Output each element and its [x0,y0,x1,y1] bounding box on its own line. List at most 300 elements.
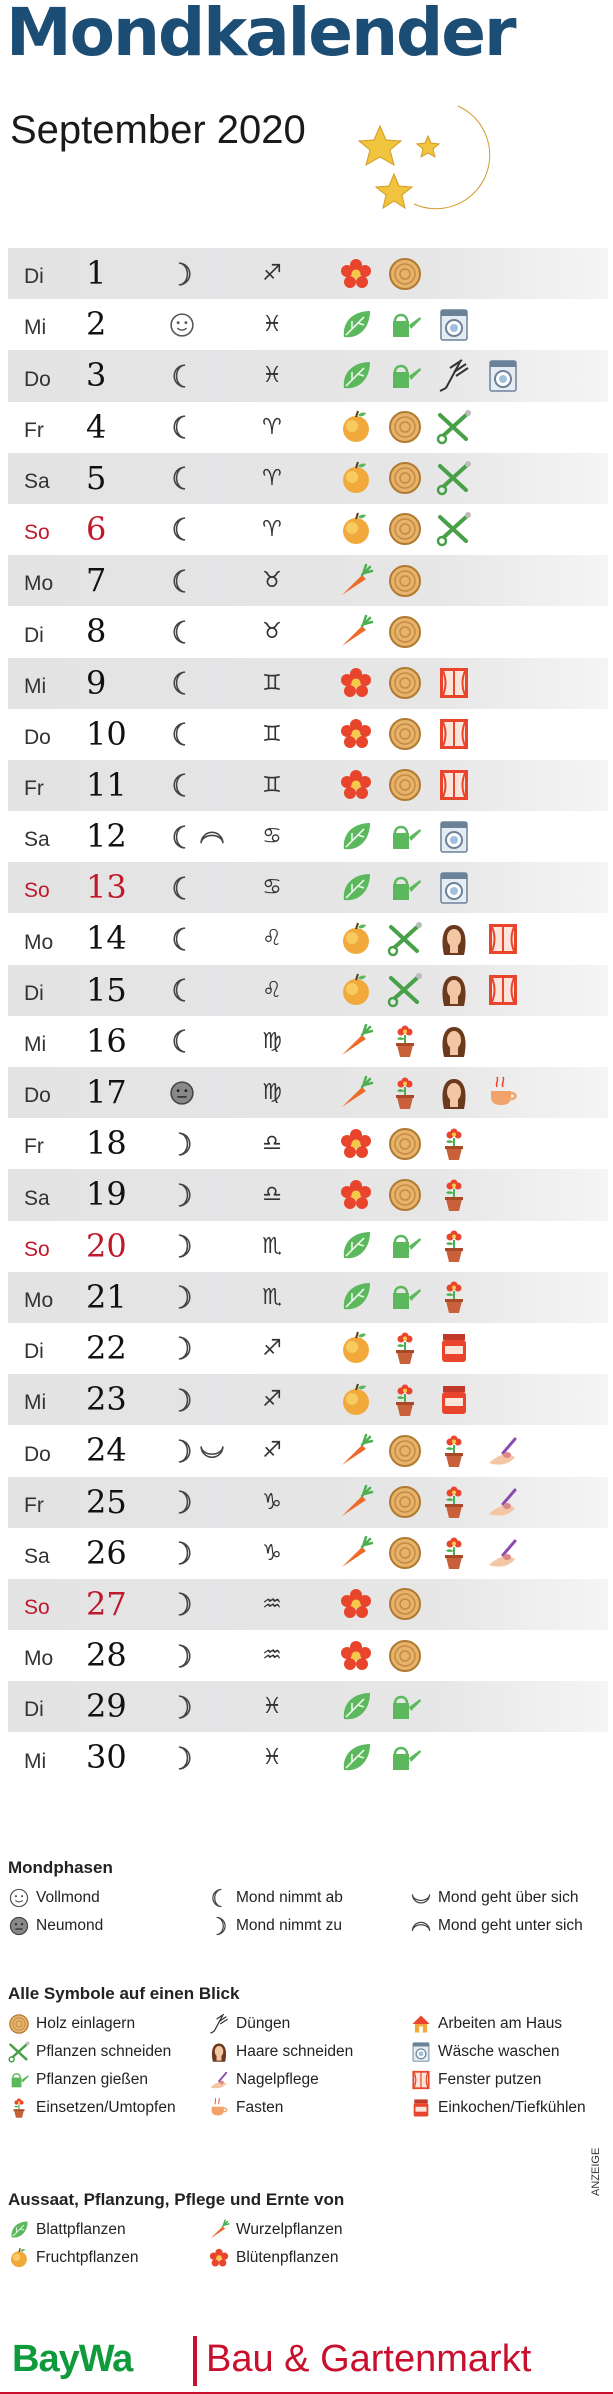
activity-symbols [338,1732,423,1783]
zodiac-pisces-icon: ♓ [262,1745,282,1771]
waesche-icon [436,307,472,343]
schneiden-icon [436,460,472,496]
schneiden-icon [436,409,472,445]
legend-label: Blattpflanzen [36,2221,126,2238]
legend-item [208,2068,410,2092]
waesche-icon [485,358,521,394]
calendar-row [8,350,608,401]
day-number: 13 [86,868,127,907]
zodiac-pisces-icon: ♓ [262,1694,282,1720]
zodiac-cell [256,1169,288,1220]
legend-item [8,2068,208,2092]
day-number: 24 [86,1431,127,1470]
giessen-icon [387,819,423,855]
fenster-icon [485,972,521,1008]
moon-zunehmend-icon [168,1334,196,1362]
frucht-icon [338,972,374,1008]
day-number: 18 [86,1124,127,1163]
legend-label: Haare schneiden [236,2043,354,2060]
holz-icon [387,665,423,701]
holz-icon [387,563,423,599]
moon-abnehmend-icon [168,874,196,902]
zodiac-capricorn-icon: ♑ [262,1489,282,1515]
schneiden-icon [8,2041,30,2063]
moon-phase-cell [168,1732,196,1783]
day-number: 20 [86,1226,127,1265]
day-number: 12 [86,817,127,856]
moon-phase-cell [168,1579,196,1630]
moon-phase-cell [168,555,196,606]
legend-label: Pflanzen gießen [36,2071,149,2088]
day-number: 4 [86,407,107,446]
activity-symbols [338,1323,472,1374]
weekday-label: Sa [24,1544,50,1568]
frucht-icon [338,1382,374,1418]
legend-label: Düngen [236,2015,291,2032]
zodiac-cell [256,1323,288,1374]
moon-abnehmend-icon [168,618,196,646]
weekday-label: Sa [24,1186,50,1210]
weekday-label: Di [24,1340,44,1364]
giessen-icon [387,1279,423,1315]
blatt-icon [8,2219,30,2241]
moon-zunehmend-icon [168,1744,196,1772]
einkochen-icon [410,2097,432,2119]
legend-label: Einkochen/Tiefkühlen [438,2099,586,2116]
calendar-row [8,862,608,913]
page-subtitle: September 2020 [10,108,306,152]
zodiac-cell [256,1425,288,1476]
zodiac-pisces-icon: ♓ [262,312,282,338]
giessen-icon [387,358,423,394]
activity-symbols [338,1067,521,1118]
calendar-row [8,1323,608,1374]
zodiac-cell [256,299,288,350]
page-title: Mondkalender [6,0,515,71]
moon-phase-cell [168,913,196,964]
day-number: 17 [86,1073,127,1111]
fasten-icon [208,2097,230,2119]
moon-phase-cell [168,1374,196,1425]
bluete-icon [338,256,374,292]
zodiac-cell [256,350,288,401]
zodiac-cell [256,1732,288,1783]
moon-zunehmend-icon [168,1693,196,1721]
weekday-label: Di [24,981,44,1005]
einsetzen-icon [8,2097,30,2119]
zodiac-cell [256,1118,288,1169]
zodiac-gemini-icon: ♊ [262,721,282,747]
frucht-icon [338,921,374,957]
zodiac-gemini-icon: ♊ [262,670,282,696]
frucht-icon [338,460,374,496]
holz-icon [387,256,423,292]
holz-icon [387,716,423,752]
einsetzen-icon [387,1330,423,1366]
day-number: 28 [86,1636,127,1675]
calendar-row [8,709,608,760]
holz-icon [387,1126,423,1162]
legend-label: Mond geht unter sich [438,1917,583,1934]
day-number: 29 [86,1687,127,1726]
moon-phase-cell [168,658,196,709]
activity-symbols [338,453,472,504]
zodiac-cell [256,1067,288,1118]
legend-item [208,2012,410,2036]
day-number: 11 [86,765,127,804]
calendar-row [8,913,608,964]
legend-label: Fruchtpflanzen [36,2249,139,2266]
moon-phase-cell [168,965,196,1016]
legend-item [410,2096,608,2120]
calendar-row [8,1425,608,1476]
activity-symbols [338,1681,423,1732]
calendar-row [8,658,608,709]
legend-item [208,2218,410,2242]
moon-phase-cell [168,1067,196,1118]
blatt-icon [338,1228,374,1264]
moon-phase-cell [168,1169,196,1220]
zodiac-libra-icon: ♎ [262,1131,282,1157]
holz-icon [387,1484,423,1520]
calendar-row [8,1579,608,1630]
moon-phase-cell [168,402,196,453]
bluete-icon [208,2247,230,2269]
holz-icon [387,511,423,547]
weekday-label: Mo [24,1647,54,1671]
zodiac-cell [256,1272,288,1323]
einsetzen-icon [387,1382,423,1418]
zodiac-aries-icon: ♈ [262,465,282,491]
moon-abnehmend-icon [168,515,196,543]
legend-item [208,2040,410,2064]
zodiac-scorpio-icon: ♏ [262,1233,282,1259]
zodiac-cell [256,862,288,913]
legend-label: Nagelpflege [236,2071,319,2088]
weekday-label: Di [24,623,44,647]
vollmond-icon [8,1887,30,1909]
legend-aussaat [8,2190,608,2270]
blatt-icon [338,1689,374,1725]
day-number: 2 [86,305,107,344]
zunehmend-icon [208,1915,230,1937]
nagel-icon [485,1535,521,1571]
zodiac-cell [256,658,288,709]
bluete-icon [338,1126,374,1162]
moon-zunehmend-icon [168,1437,196,1465]
waesche-icon [436,870,472,906]
legend-item [410,1886,608,1910]
legend-label: Mond nimmt zu [236,1917,342,1934]
day-number: 14 [86,919,127,958]
holz-icon [8,2013,30,2035]
moon-zunehmend-icon [168,1642,196,1670]
calendar-row [8,1067,608,1118]
calendar-row [8,1681,608,1732]
legend-item [8,1914,208,1938]
haus-icon [410,2013,432,2035]
zodiac-cell [256,606,288,657]
weekday-label: Mi [24,674,47,698]
legend-item [8,1886,208,1910]
blatt-icon [338,307,374,343]
weekday-label: Do [24,367,51,391]
abnehmend-icon [208,1887,230,1909]
calendar-row [8,1630,608,1681]
legend-item [410,2068,608,2092]
weekday-label: So [24,1237,50,1261]
advertisement-note: ANZEIGE [590,2147,602,2196]
moon-phase-cell [168,1272,196,1323]
calendar-row [8,1118,608,1169]
haare-icon [436,1075,472,1111]
activity-symbols [338,811,472,862]
zodiac-sagittarius-icon: ♐ [262,1335,282,1361]
moon-zunehmend-icon [168,260,196,288]
calendar-row [8,1374,608,1425]
einsetzen-icon [436,1433,472,1469]
moon-phase-cell [168,504,196,555]
weekday-label: So [24,879,50,903]
legend-label: Arbeiten am Haus [438,2015,563,2032]
weekday-label: Mo [24,572,54,596]
moon-zunehmend-icon [168,1283,196,1311]
moon-phase-cell [168,1016,196,1067]
activity-symbols [338,965,521,1016]
moon-phase-cell [168,1323,196,1374]
day-number: 15 [86,970,127,1009]
frucht-icon [338,409,374,445]
weekday-label: Do [24,1084,51,1108]
moon-abnehmend-icon [168,771,196,799]
wurzel-icon [338,563,374,599]
zodiac-sagittarius-icon: ♐ [262,261,282,286]
giessen-icon [8,2069,30,2091]
calendar-row [8,1732,608,1783]
weekday-label: So [24,521,50,545]
blatt-icon [338,819,374,855]
activity-symbols [338,504,472,555]
activity-symbols [338,606,423,657]
weekday-label: Fr [24,418,44,442]
blatt-icon [338,1740,374,1776]
activity-symbols [338,862,472,913]
weekday-label: Do [24,725,51,749]
moon-stars-illustration [340,96,510,226]
brand-divider [193,2336,197,2386]
moon-untergang-icon [198,823,226,851]
brand-claim: Bau & Gartenmarkt [206,2338,532,2380]
bluete-icon [338,767,374,803]
activity-symbols [338,555,423,606]
haare-icon [436,921,472,957]
zodiac-virgo-icon: ♍ [262,1028,282,1054]
einsetzen-icon [387,1075,423,1111]
holz-icon [387,1586,423,1622]
holz-icon [387,767,423,803]
weekday-label: Mi [24,1391,47,1415]
day-number: 16 [86,1021,127,1060]
weekday-label: Mo [24,1288,54,1312]
calendar-row [8,504,608,555]
legend-label: Mond nimmt ab [236,1889,343,1906]
weekday-label: Di [24,1698,44,1722]
einsetzen-icon [436,1535,472,1571]
einsetzen-icon [436,1484,472,1520]
moon-zunehmend-icon [168,1539,196,1567]
moon-zunehmend-icon [168,1130,196,1158]
wurzel-icon [338,614,374,650]
zodiac-cell [256,1528,288,1579]
bluete-icon [338,665,374,701]
fenster-icon [485,921,521,957]
einsetzen-icon [436,1126,472,1162]
legend-label: Einsetzen/Umtopfen [36,2099,176,2116]
activity-symbols [338,1477,521,1528]
wurzel-icon [338,1484,374,1520]
activity-symbols [338,248,423,299]
zodiac-cell [256,913,288,964]
zodiac-cell [256,555,288,606]
nagel-icon [485,1484,521,1520]
giessen-icon [387,1689,423,1725]
holz-icon [387,1177,423,1213]
activity-symbols [338,1579,423,1630]
legend-item [410,2012,608,2036]
legend-label: Vollmond [36,1889,100,1906]
fenster-icon [436,767,472,803]
day-number: 25 [86,1482,127,1521]
legend-item [410,1914,608,1938]
weekday-label: Fr [24,1493,44,1517]
moon-abnehmend-icon [168,362,196,390]
legend-label: Holz einlagern [36,2015,136,2032]
zodiac-aquarius-icon: ♒ [262,1643,282,1669]
calendar-row [8,1221,608,1272]
activity-symbols [338,1528,521,1579]
calendar-row [8,1477,608,1528]
zodiac-capricorn-icon: ♑ [262,1540,282,1566]
weekday-label: Mi [24,316,47,340]
weekday-label: Di [24,265,44,289]
zodiac-cell [256,1374,288,1425]
zodiac-cell [256,811,288,862]
day-number: 23 [86,1380,127,1419]
giessen-icon [387,870,423,906]
moon-phase-cell [168,248,196,299]
einsetzen-icon [387,1023,423,1059]
weekday-label: Fr [24,777,44,801]
moon-abnehmend-icon [168,925,196,953]
day-number: 30 [86,1738,127,1777]
zodiac-cell [256,1579,288,1630]
calendar-row [8,1272,608,1323]
activity-symbols [338,658,472,709]
moon-abnehmend-icon [168,720,196,748]
activity-symbols [338,299,472,350]
duengen-icon [436,358,472,394]
legend-item [8,2040,208,2064]
wurzel-icon [338,1075,374,1111]
wurzel-icon [338,1023,374,1059]
moon-aufgang-icon [198,1437,226,1465]
giessen-icon [387,307,423,343]
zodiac-cell [256,402,288,453]
day-number: 7 [86,561,107,600]
legend-label: Wäsche waschen [438,2043,560,2060]
calendar-row [8,555,608,606]
legend-item [410,2040,608,2064]
holz-icon [387,460,423,496]
weekday-label: Sa [24,828,50,852]
moon-phase-cell [168,1118,196,1169]
legend-item [208,1886,410,1910]
bluete-icon [338,1586,374,1622]
zodiac-cell [256,1016,288,1067]
calendar-row [8,1016,608,1067]
moon-phase-cell [168,709,196,760]
duengen-icon [208,2013,230,2035]
legend-symbols-title: Alle Symbole auf einen Blick [8,1984,240,2003]
nagel-icon [485,1433,521,1469]
moon-phase-cell [168,811,226,862]
day-number: 19 [86,1175,127,1214]
zodiac-aquarius-icon: ♒ [262,1591,282,1617]
moon-zunehmend-icon [168,1232,196,1260]
waesche-icon [410,2041,432,2063]
moon-phase-cell [168,350,196,401]
zodiac-virgo-icon: ♍ [262,1080,282,1105]
zodiac-gemini-icon: ♊ [262,772,282,798]
fasten-icon [485,1075,521,1111]
legend-label: Wurzelpflanzen [236,2221,343,2238]
activity-symbols [338,760,472,811]
moon-phase-cell [168,760,196,811]
moon-abnehmend-icon [168,1027,196,1055]
calendar-row [8,606,608,657]
holz-icon [387,1433,423,1469]
moon-abnehmend-icon [168,976,196,1004]
activity-symbols [338,1272,472,1323]
neumond-icon [8,1915,30,1937]
day-number: 22 [86,1328,127,1367]
waesche-icon [436,819,472,855]
moon-abnehmend-icon [168,669,196,697]
einkochen-icon [436,1330,472,1366]
frucht-icon [8,2247,30,2269]
activity-symbols [338,402,472,453]
einsetzen-icon [436,1228,472,1264]
zodiac-cell [256,760,288,811]
zodiac-leo-icon: ♌ [262,926,282,952]
moon-phase-cell [168,1425,226,1476]
moon-phase-cell [168,606,196,657]
haare-icon [436,972,472,1008]
legend-item [208,2246,410,2270]
zodiac-cell [256,965,288,1016]
zodiac-taurus-icon: ♉ [262,619,282,645]
weekday-label: Sa [24,469,50,493]
moon-neumond-icon [168,1079,196,1107]
zodiac-cancer-icon: ♋ [262,875,282,901]
calendar-row [8,1169,608,1220]
calendar-row [8,248,608,299]
zodiac-aries-icon: ♈ [262,516,282,542]
haare-icon [436,1023,472,1059]
legend-item [8,2246,208,2270]
calendar-row [8,1528,608,1579]
schneiden-icon [436,511,472,547]
